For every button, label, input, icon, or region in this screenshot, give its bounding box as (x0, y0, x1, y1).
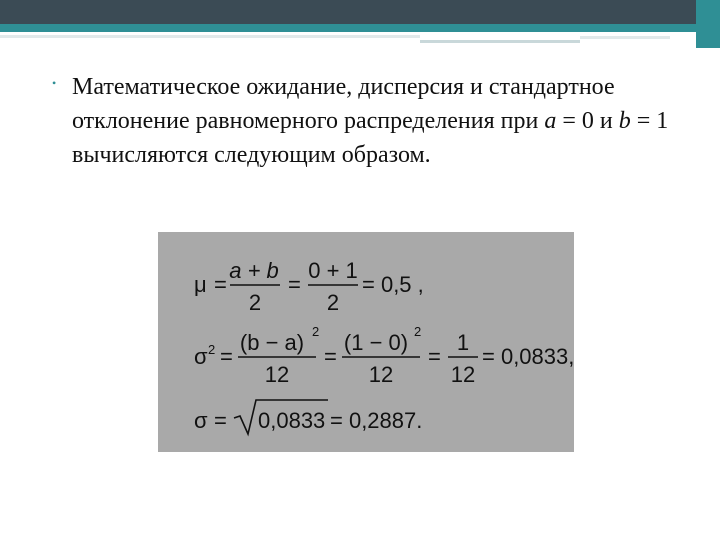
sigma-symbol: σ (194, 344, 208, 369)
formula-mean (158, 250, 574, 315)
sigma-symbol: σ (194, 408, 208, 433)
frac-denominator: 2 (248, 290, 262, 315)
formula-result: = 0,0833, (482, 344, 574, 369)
frac-denominator: 12 (450, 362, 476, 387)
exponent: 2 (414, 324, 422, 339)
variable-b: b (618, 108, 631, 134)
exponent: 2 (312, 324, 320, 339)
radicand: 0,0833 (258, 408, 326, 433)
formula-result: = 0,2887. (330, 408, 423, 433)
slide-top-bar (0, 0, 720, 24)
slide-top-accent-bar (0, 24, 720, 32)
svg-text:=: = (324, 344, 337, 369)
svg-text:=: = (428, 344, 441, 369)
svg-text:=: = (214, 272, 227, 297)
formula-result: = 0,5 , (362, 272, 424, 297)
bullet-marker: • (52, 76, 57, 90)
svg-text:=: = (220, 344, 233, 369)
frac-numerator: (b − a) (239, 330, 305, 355)
frac-numerator: 1 (456, 330, 470, 355)
svg-text:=: = (288, 272, 301, 297)
slide-divider-line (0, 35, 420, 38)
mu-symbol: μ (194, 272, 207, 297)
slide-corner-accent (696, 0, 720, 48)
slide-divider-line (580, 36, 670, 39)
frac-denominator: 12 (264, 362, 290, 387)
frac-denominator: 2 (326, 290, 340, 315)
bullet-paragraph (52, 70, 672, 172)
slide-divider-line (420, 40, 580, 43)
formula-std-dev (158, 390, 574, 450)
exponent: 2 (208, 342, 216, 357)
formula-image (158, 232, 574, 452)
frac-denominator: 12 (368, 362, 394, 387)
frac-numerator: a + b (229, 258, 279, 283)
bullet-text-part: = 0 и (562, 108, 613, 134)
svg-text:=: = (214, 408, 227, 433)
bullet-text (72, 70, 672, 172)
bullet-text-part: = 1 вычисляются следующим образом. (72, 108, 669, 168)
frac-numerator: 0 + 1 (308, 258, 358, 283)
frac-numerator: (1 − 0) (343, 330, 409, 355)
formula-variance (158, 322, 574, 387)
variable-a: a (544, 108, 557, 134)
bullet-text-part: Математическое ожидание, дисперсия и стандартное отклонение равномерного распределения при (72, 74, 615, 134)
